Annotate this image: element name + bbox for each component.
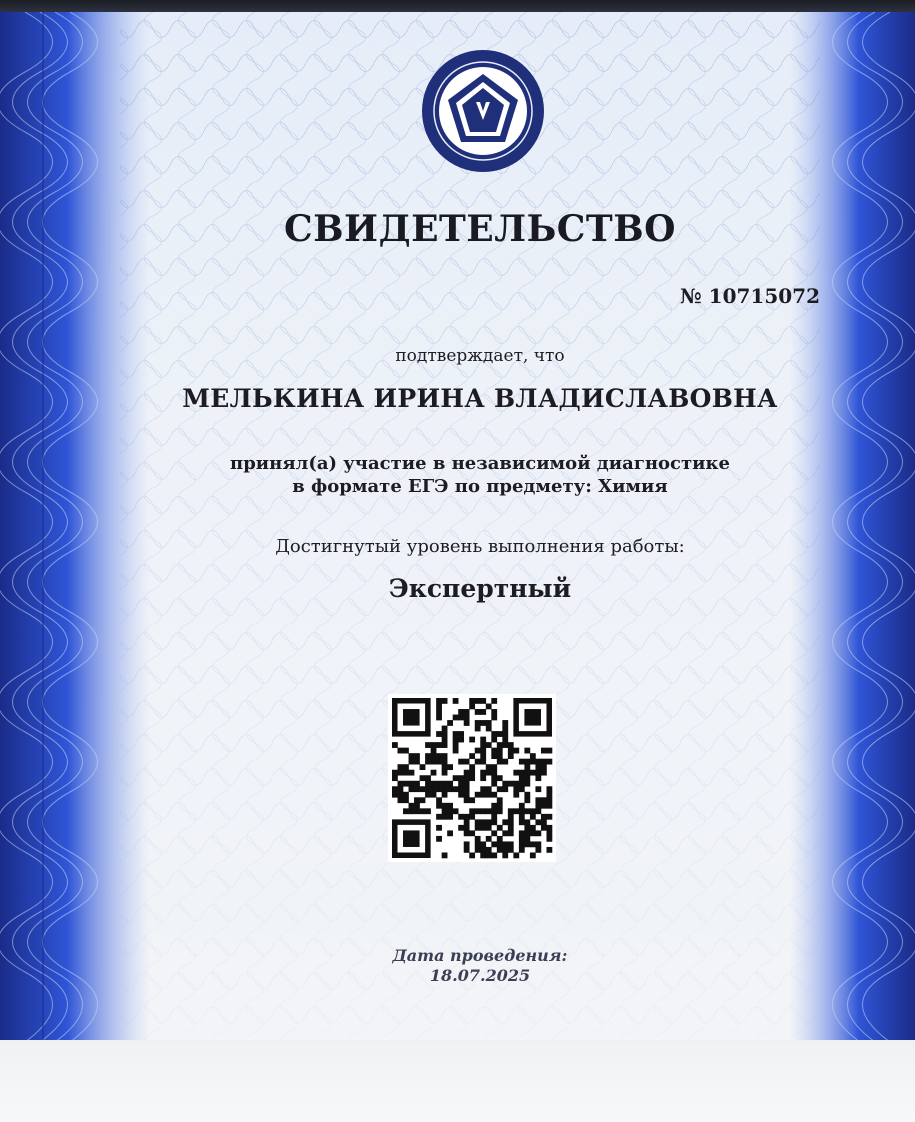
screen-bottom-area — [0, 1040, 915, 1122]
certificate-document — [0, 12, 915, 1042]
pentagon-seal-icon — [420, 48, 546, 174]
screen-bezel-top — [0, 0, 915, 12]
qr-code-icon — [388, 694, 556, 862]
participation-line-1: принял(а) участие в независимой диагностике — [230, 453, 730, 474]
subject-name: Химия — [598, 476, 668, 497]
participation-prefix: в формате ЕГЭ по предмету: — [292, 476, 599, 497]
certificate-number: № 10715072 — [679, 284, 820, 308]
level-value: Экспертный — [388, 574, 572, 603]
participation-text — [180, 452, 780, 498]
recipient-name: МЕЛЬКИНА ИРИНА ВЛАДИСЛАВОВНА — [182, 384, 778, 413]
date-value: 18.07.2025 — [429, 966, 531, 985]
certificate-title: СВИДЕТЕЛЬСТВО — [283, 208, 677, 250]
level-label: Достигнутый уровень выполнения работы: — [275, 536, 685, 557]
participation-line-2 — [180, 475, 780, 498]
confirms-text: подтверждает, что — [395, 346, 565, 366]
certificate-content — [0, 12, 915, 1042]
date-label: Дата проведения: — [392, 946, 568, 965]
